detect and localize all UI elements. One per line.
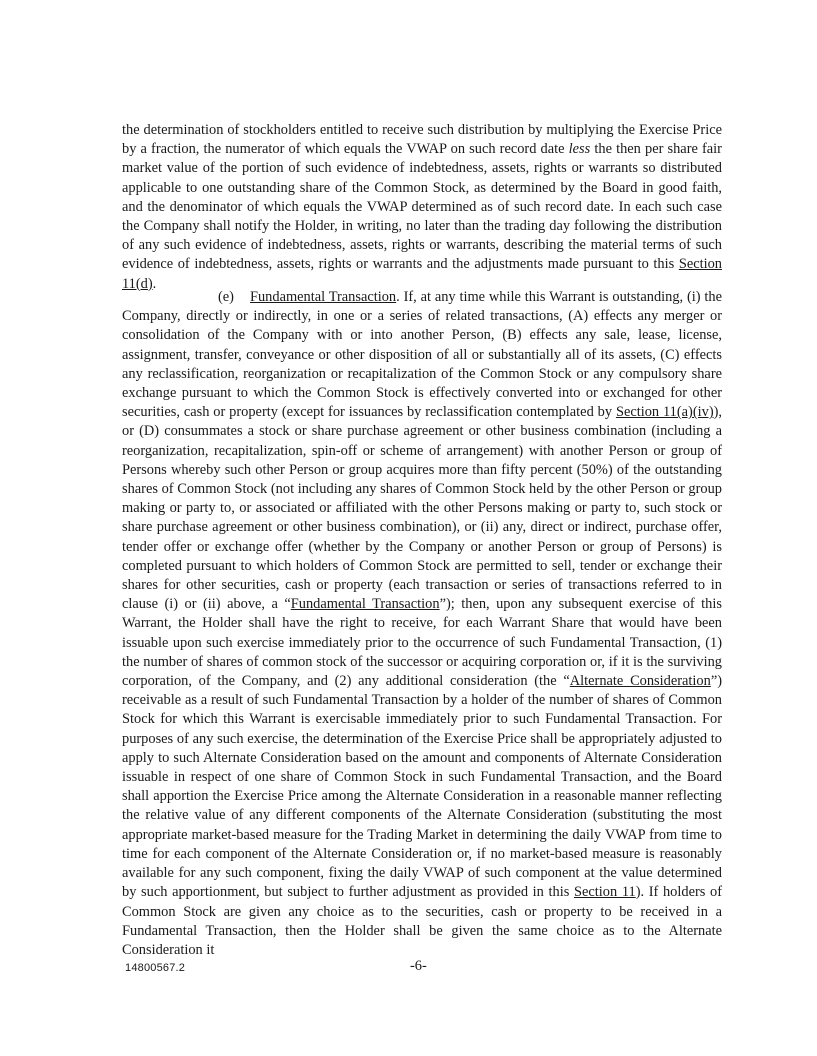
document-id: 14800567.2: [125, 962, 186, 974]
clause-heading: Fundamental Transaction: [249, 289, 397, 305]
defined-term-fundamental-transaction: Fundamental Transaction: [290, 596, 440, 613]
para2-text-a: . If, at any time while this Warrant is outstanding, (i) the Company, directly or indirectly, in one or a series of related transactions, (A) effects any merger or consolidation of the Company with or into another Person, (B) effects any sale, lease, license, assignment, transfer, conveyance or other disposition of all or substantially all of its assets, (C) effects any reclassification, reorganization or recapitalization of the Common Stock or any compulsory share exchange pursuant to which the Common Stock is effectively converted into or exchanged for other securities, cash or property (except for issuances by reclassification contemplated by: [122, 289, 722, 421]
para2-text-b: ), or (D) consummates a stock or share purchase agreement or other business combination (including a reorganization, recapitalization, spin-off or scheme of arrangement) with another Person or group of Persons whereby such other Person or group acquires more than fifty percent (50%) of the outstanding shares of Common Stock (not including any shares of Common Stock held by the other Person or group making or party to, or associated or affiliated with the other Persons making or party to, such stock or share purchase agreement or other business combination), or (ii) any, direct or indirect, purchase offer, tender offer or exchange offer (whether by the Company or another Person or group of Persons) is completed pursuant to which holders of Common Stock are permitted to sell, tender or exchange their shares for other securities, cash or property (each transaction or series of transactions referred to in clause (i) or (ii) above, a “: [122, 404, 723, 613]
paragraph-fundamental-transaction: [122, 288, 722, 960]
para2-text-e: ). If holders of Common Stock are given any choice as to the securities, cash or property to be received in a Fundamental Transaction, then the Holder shall be given the same choice as to the Alternate Consideration it: [122, 884, 722, 958]
section-11-reference: Section 11: [574, 884, 636, 901]
para2-text-d: ”) receivable as a result of such Fundamental Transaction by a holder of the number of shares of Common Stock for which this Warrant is exercisable immediately prior to such Fundamental Transaction. For purposes of any such exercise, the determination of the Exercise Price shall be appropriately adjusted to apply to such Alternate Consideration based on the amount and components of Alternate Consideration issuable in respect of one share of Common Stock in such Fundamental Transaction, and the Board shall apportion the Exercise Price among the Alternate Consideration in a reasonable manner reflecting the relative value of any different components of the Alternate Consideration (substituting the most appropriate market-based measure for the Trading Market in determining the daily VWAP from time to time for each component of the Alternate Consideration or, if no market-based measure is reasonably available for any such component, fixing the daily VWAP of such component at the value determined by such apportionment, but subject to further adjustment as provided in this: [122, 673, 722, 901]
para1-italic-less: less: [568, 141, 591, 158]
section-11d-reference: Section 11(d): [122, 256, 722, 292]
paragraph-continuation: [122, 121, 722, 294]
defined-term-alternate-consideration: Alternate Consideration: [569, 673, 711, 690]
para1-text-a: the determination of stockholders entitled to receive such distribution by multiplying the Exercise Price by a fraction, the numerator of which equals the VWAP on such record date: [122, 122, 722, 158]
clause-label: (e): [218, 289, 234, 305]
page-number: -6-: [410, 958, 427, 974]
section-11aiv-reference: Section 11(a)(iv): [615, 404, 714, 421]
para1-text-b: the then per share fair market value of the portion of such evidence of indebtedness, assets, rights or warrants so distributed applicable to one outstanding share of the Common Stock, as determined by the Board in good faith, and the denominator of which equals the VWAP determined as of such record date. In each such case the Company shall notify the Holder, in writing, no later than the trading day following the distribution of any such evidence of indebtedness, assets, rights or warrants, describing the material terms of such evidence of indebtedness, assets, rights or warrants and the adjustments made pursuant to this: [122, 141, 722, 273]
para1-text-c: .: [152, 275, 157, 292]
para2-text-c: ”); then, upon any subsequent exercise of this Warrant, the Holder shall have the right to receive, for each Warrant Share that would have been issuable upon such exercise immediately prior to the occurrence of such Fundamental Transaction, (1) the number of shares of common stock of the successor or acquiring corporation or, if it is the surviving corporation, of the Company, and (2) any additional consideration (the “: [122, 596, 722, 690]
